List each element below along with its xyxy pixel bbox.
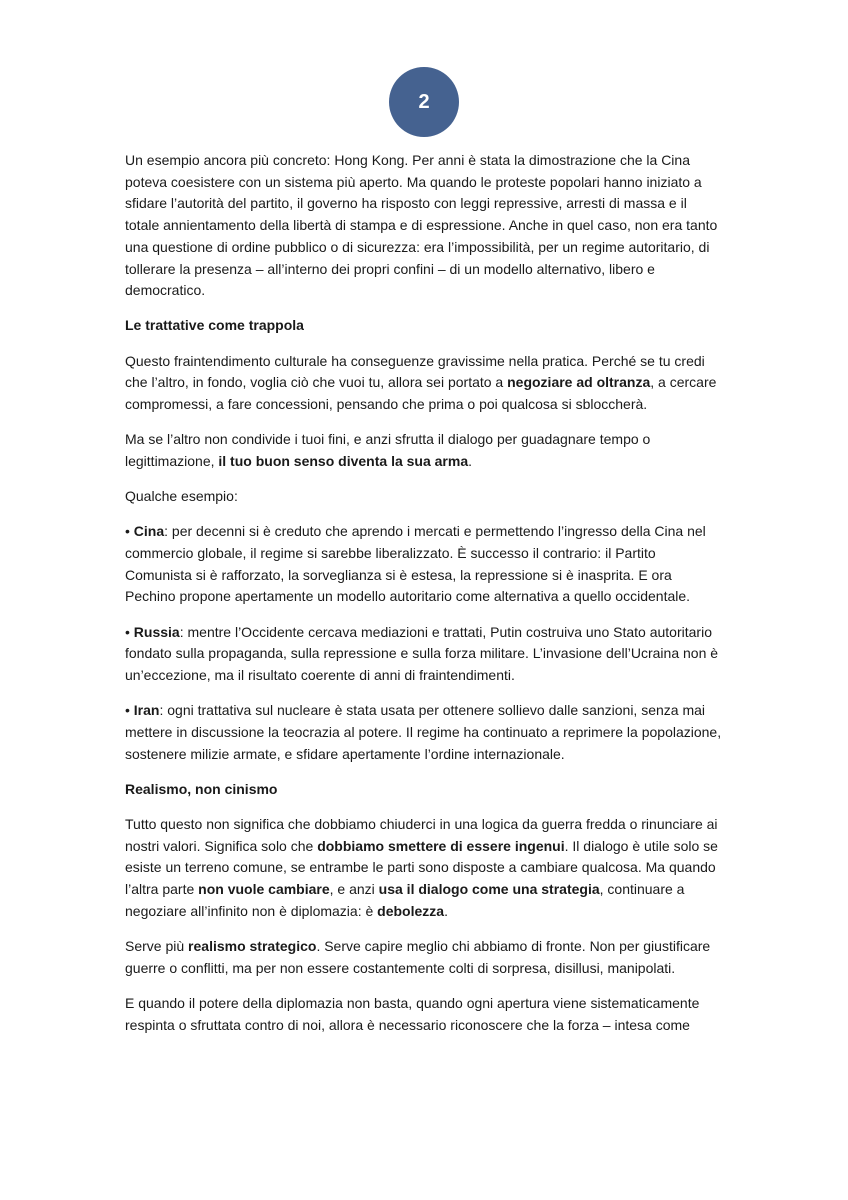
list-item-label: Russia bbox=[133, 623, 180, 640]
paragraph-tutto-questo: Tutto questo non significa che dobbiamo chiuderci in una logica da guerra fredda o rinunciare ai nostri valori. Significa solo che dobbiamo smettere di essere ingenui. Il dialogo è utile solo se esiste un terreno comune, se entrambe le parti sono disposte a cambiare qualcosa. Ma quando l’altra parte non vuole cambiare, e anzi usa il dialogo come una strategia, continuare a negoziare all’infinito non è diplomazia: è debolezza. bbox=[125, 816, 718, 919]
paragraph-hong-kong: Un esempio ancora più concreto: Hong Kong. Per anni è stata la dimostrazione che la Cina poteva coesistere con un sistema più aperto. Ma quando le proteste popolari hanno iniziato a sfidare l’autorità del partito, il governo ha risposto con leggi repressive, arresti di massa e il totale annientamento della libertà di stampa e di espressione. Anche in quel caso, non era tanto una questione di ordine pubblico o di sicurezza: era l’impossibilità, per un regime autoritario, di tollerare la presenza – all’interno dei propri confini – di un modello alternativo, libero e democratico. bbox=[125, 152, 718, 299]
list-item-iran: • Iran: ogni trattativa sul nucleare è stata usata per ottenere sollievo dalle sanzioni, senza mai mettere in discussione la teocrazia al potere. Il regime ha continuato a reprimere la popolazione, sostenere milizie armate, e sfidare apertamente l’ordine internazionale. bbox=[125, 702, 722, 762]
bold-phrase: debolezza bbox=[377, 902, 445, 919]
paragraph-qualche-esempio: Qualche esempio: bbox=[125, 488, 238, 505]
bold-phrase: usa il dialogo come una strategia bbox=[378, 881, 600, 898]
bullet-icon: • bbox=[125, 523, 134, 540]
bold-phrase: non vuole cambiare bbox=[198, 881, 330, 898]
list-item-label: Cina bbox=[133, 523, 165, 540]
bold-phrase: realismo strategico bbox=[188, 938, 317, 955]
paragraph-e-quando: E quando il potere della diplomazia non basta, quando ogni apertura viene sistematicamente respinta o sfruttata contro di noi, allora è necessario riconoscere che la forza – intesa come bbox=[125, 995, 700, 1033]
list-item-label: Iran bbox=[133, 702, 160, 719]
paragraph-serve: Serve più realismo strategico. Serve capire meglio chi abbiamo di fronte. Non per giustificare guerre o conflitti, ma per non essere costantemente colti di sorpresa, disillusi, manipolati. bbox=[125, 938, 711, 976]
paragraph-fraintendimento: Questo fraintendimento culturale ha conseguenze gravissime nella pratica. Perché se tu credi che l’altro, in fondo, voglia ciò che vuoi tu, allora sei portato a negoziare ad oltranza, a cercare compromessi, a fare concessioni, pensando che prima o poi qualcosa si sbloccherà. bbox=[125, 352, 717, 413]
paragraph-buon-senso: Ma se l’altro non condivide i tuoi fini, e anzi sfrutta il dialogo per guadagnare tempo o legittimazione, il tuo buon senso diventa la sua arma. bbox=[125, 431, 651, 469]
page-number-badge: 2 bbox=[389, 67, 459, 137]
section-heading-trattative: Le trattative come trappola bbox=[125, 317, 304, 334]
bold-phrase: negoziare ad oltranza bbox=[507, 374, 651, 391]
list-item-cina: • Cina: per decenni si è creduto che aprendo i mercati e permettendo l’ingresso della Cina nel commercio globale, il regime si sarebbe liberalizzato. È successo il contrario: il Partito Comunista si è rafforzato, la sorveglianza si è estesa, la repressione si è inasprita. E ora Pechino propone apertamente un modello autoritario come alternativa a quello occidentale. bbox=[125, 523, 706, 605]
bold-phrase: dobbiamo smettere di essere ingenui bbox=[317, 837, 565, 854]
section-heading-realismo: Realismo, non cinismo bbox=[125, 780, 278, 797]
bold-phrase: il tuo buon senso diventa la sua arma bbox=[218, 452, 469, 469]
list-item-russia: • Russia: mentre l’Occidente cercava mediazioni e trattati, Putin costruiva uno Stato autoritario fondato sulla propaganda, sulla repressione e sulla forza militare. L’invasione dell’Ucraina non è un’eccezione, ma il risultato coerente di anni di fraintendimenti. bbox=[125, 623, 719, 684]
bullet-icon: • bbox=[125, 623, 134, 640]
bullet-icon: • bbox=[125, 702, 134, 719]
document-body bbox=[125, 150, 723, 1050]
